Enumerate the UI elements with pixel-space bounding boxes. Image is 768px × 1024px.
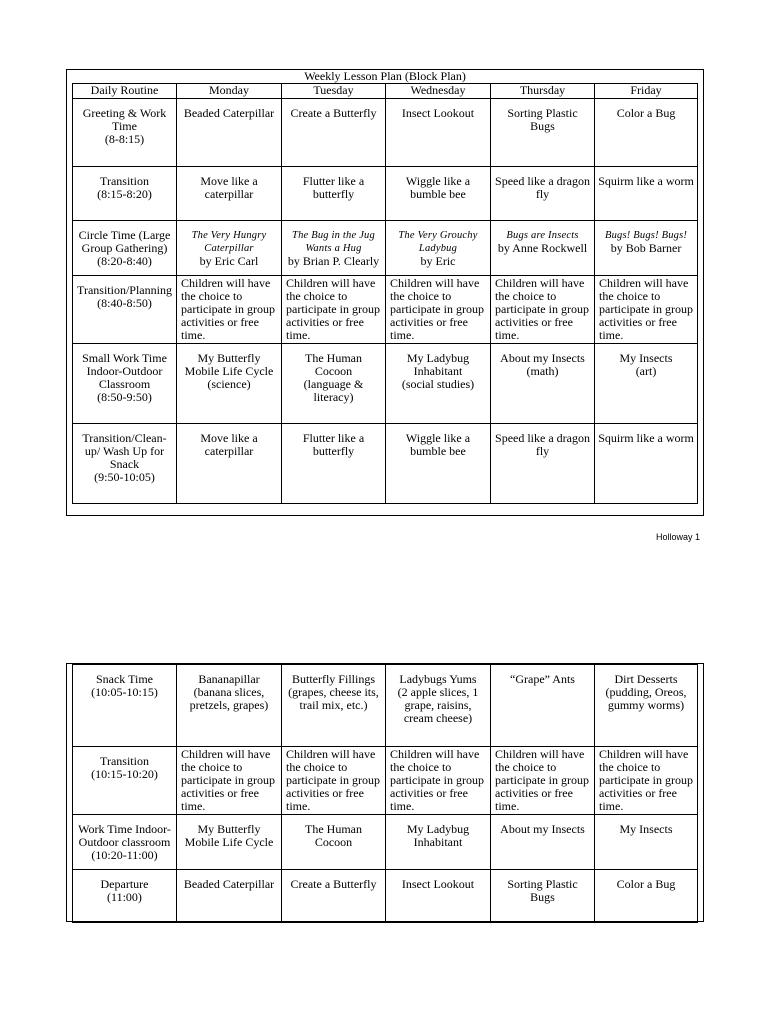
activity-cell-thursday: About my Insects (math) xyxy=(491,344,595,424)
book-title: Ladybug xyxy=(418,243,458,254)
activity-cell-friday: Color a Bug xyxy=(595,870,698,923)
activity-cell-friday: Squirm like a worm xyxy=(595,167,698,221)
book-title: The Bug in the Jug xyxy=(292,230,375,241)
activity-cell-wednesday: Ladybugs Yums (2 apple slices, 1 grape, raisins, cream cheese) xyxy=(386,665,491,747)
book-title: The Very Hungry xyxy=(191,230,267,241)
routine-cell: Circle Time (Large Group Gathering) (8:20-8:40) xyxy=(73,221,177,276)
header-tuesday: Tuesday xyxy=(282,84,386,99)
table-row circle-time-row xyxy=(73,221,698,276)
activity-cell-tuesday: Butterfly Fillings (grapes, cheese its, trail mix, etc.) xyxy=(282,665,386,747)
activity-cell-friday: Color a Bug xyxy=(595,99,698,167)
book-title: Bugs are Insects xyxy=(506,230,579,241)
choice-cell-tuesday: Children will have the choice to participate in group activities or free time. xyxy=(282,276,386,344)
book-title: Wants a Hug xyxy=(305,243,362,254)
book-title: The Very Grouchy xyxy=(398,230,478,241)
activity-cell-friday: Dirt Desserts (pudding, Oreos, gummy worms) xyxy=(595,665,698,747)
choice-cell-friday: Children will have the choice to participate in group activities or free time. xyxy=(595,747,698,815)
table-row xyxy=(73,276,698,344)
choice-cell-monday: Children will have the choice to participate in group activities or free time. xyxy=(177,747,282,815)
book-title: Caterpillar xyxy=(204,243,254,254)
book-cell-wednesday xyxy=(386,221,491,276)
routine-cell: Greeting & Work Time (8-8:15) xyxy=(73,99,177,167)
routine-cell: Departure (11:00) xyxy=(73,870,177,923)
activity-cell-thursday: About my Insects xyxy=(491,815,595,870)
table-row xyxy=(73,99,698,167)
choice-cell-monday: Children will have the choice to participate in group activities or free time. xyxy=(177,276,282,344)
activity-cell-monday: Bananapillar (banana slices, pretzels, grapes) xyxy=(177,665,282,747)
book-title: Bugs! Bugs! Bugs! xyxy=(604,230,688,241)
activity-cell-monday: Beaded Caterpillar xyxy=(177,870,282,923)
book-author: by Eric xyxy=(420,254,456,268)
header-daily-routine: Daily Routine xyxy=(73,84,177,99)
activity-cell-tuesday: Create a Butterfly xyxy=(282,870,386,923)
activity-cell-monday: Move like a caterpillar xyxy=(177,424,282,504)
activity-cell-friday: My Insects xyxy=(595,815,698,870)
activity-cell-thursday: “Grape” Ants xyxy=(491,665,595,747)
choice-cell-wednesday: Children will have the choice to participate in group activities or free time. xyxy=(386,276,491,344)
header-thursday: Thursday xyxy=(491,84,595,99)
choice-cell-tuesday: Children will have the choice to participate in group activities or free time. xyxy=(282,747,386,815)
routine-cell: Snack Time (10:05-10:15) xyxy=(73,665,177,747)
book-cell-monday xyxy=(177,221,282,276)
header-wednesday: Wednesday xyxy=(386,84,491,99)
activity-cell-monday: Move like a caterpillar xyxy=(177,167,282,221)
activity-cell-monday: My Butterfly Mobile Life Cycle xyxy=(177,815,282,870)
header-monday: Monday xyxy=(177,84,282,99)
activity-cell-thursday: Speed like a dragon fly xyxy=(491,167,595,221)
routine-cell: Work Time Indoor- Outdoor classroom (10:20-11:00) xyxy=(73,815,177,870)
activity-cell-monday: Beaded Caterpillar xyxy=(177,99,282,167)
activity-cell-thursday: Sorting Plastic Bugs xyxy=(491,99,595,167)
activity-cell-wednesday: Wiggle like a bumble bee xyxy=(386,424,491,504)
book-cell-thursday xyxy=(491,221,595,276)
activity-cell-tuesday: Flutter like a butterfly xyxy=(282,167,386,221)
choice-cell-thursday: Children will have the choice to participate in group activities or free time. xyxy=(491,276,595,344)
activity-cell-friday: Squirm like a worm xyxy=(595,424,698,504)
activity-cell-wednesday: My Ladybug Inhabitant (social studies) xyxy=(386,344,491,424)
book-author: by Anne Rockwell xyxy=(497,241,588,255)
activity-cell-wednesday: Wiggle like a bumble bee xyxy=(386,167,491,221)
table-row xyxy=(73,747,698,815)
activity-cell-wednesday: Insect Lookout xyxy=(386,99,491,167)
choice-cell-thursday: Children will have the choice to participate in group activities or free time. xyxy=(491,747,595,815)
activity-cell-tuesday: The Human Cocoon (language & literacy) xyxy=(282,344,386,424)
book-cell-friday xyxy=(595,221,698,276)
lesson-plan-page-2 xyxy=(66,663,704,922)
book-author: by Bob Barner xyxy=(610,241,682,255)
lesson-plan-table-1 xyxy=(72,70,698,504)
page-footer: Holloway 1 xyxy=(655,532,700,542)
activity-cell-friday: My Insects (art) xyxy=(595,344,698,424)
table-row xyxy=(73,870,698,923)
routine-cell: Transition/Planning (8:40-8:50) xyxy=(73,276,177,344)
lesson-plan-page-1 xyxy=(66,69,704,516)
book-author: by Brian P. Clearly xyxy=(287,254,380,268)
activity-cell-tuesday: The Human Cocoon xyxy=(282,815,386,870)
table-row xyxy=(73,815,698,870)
table-row xyxy=(73,167,698,221)
activity-cell-tuesday: Flutter like a butterfly xyxy=(282,424,386,504)
header-friday: Friday xyxy=(595,84,698,99)
choice-cell-wednesday: Children will have the choice to participate in group activities or free time. xyxy=(386,747,491,815)
lesson-plan-table-2 xyxy=(72,664,698,923)
book-author: by Eric Carl xyxy=(199,254,259,268)
activity-cell-wednesday: My Ladybug Inhabitant xyxy=(386,815,491,870)
table-row snack-row xyxy=(73,665,698,747)
book-cell-tuesday xyxy=(282,221,386,276)
activity-cell-wednesday: Insect Lookout xyxy=(386,870,491,923)
routine-cell: Transition/Clean- up/ Wash Up for Snack (9:50-10:05) xyxy=(73,424,177,504)
plan-title: Weekly Lesson Plan (Block Plan) xyxy=(304,70,466,83)
routine-cell: Transition (10:15-10:20) xyxy=(73,747,177,815)
activity-cell-thursday: Speed like a dragon fly xyxy=(491,424,595,504)
activity-cell-monday: My Butterfly Mobile Life Cycle (science) xyxy=(177,344,282,424)
activity-cell-tuesday: Create a Butterfly xyxy=(282,99,386,167)
routine-cell: Transition (8:15-8:20) xyxy=(73,167,177,221)
choice-cell-friday: Children will have the choice to participate in group activities or free time. xyxy=(595,276,698,344)
table-row xyxy=(73,424,698,504)
table-row xyxy=(73,344,698,424)
routine-cell: Small Work Time Indoor-Outdoor Classroom (8:50-9:50) xyxy=(73,344,177,424)
activity-cell-thursday: Sorting Plastic Bugs xyxy=(491,870,595,923)
